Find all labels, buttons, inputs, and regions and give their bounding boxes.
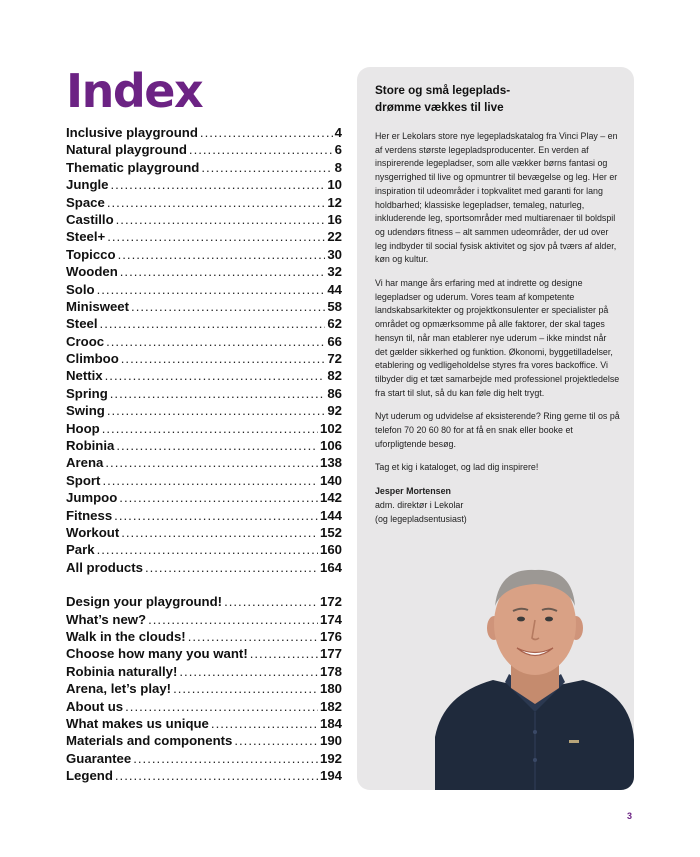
index-entry-page: 62	[327, 316, 342, 332]
index-group-products	[66, 125, 342, 577]
index-entry-label: Jumpoo	[66, 490, 118, 506]
index-entry-label: Park	[66, 542, 95, 558]
index-entry-page: 144	[319, 507, 342, 523]
index-entry	[66, 264, 342, 281]
index-entry-label: Minisweet	[66, 298, 130, 314]
index-entry-page: 140	[319, 472, 342, 488]
index-entry-page: 30	[327, 246, 342, 262]
index-list	[66, 125, 342, 785]
index-entry-label: What’s new?	[66, 611, 147, 627]
index-entry	[66, 525, 342, 542]
index-entry-page: 106	[319, 438, 342, 454]
index-entry	[66, 403, 342, 420]
index-entry-leader	[119, 490, 318, 505]
index-entry-label: Solo	[66, 281, 95, 297]
index-entry	[66, 212, 342, 229]
index-entry-page: 66	[327, 333, 342, 349]
index-entry-leader	[107, 403, 325, 418]
index-entry-label: Inclusive playground	[66, 125, 198, 140]
index-entry	[66, 195, 342, 212]
index-entry-leader	[120, 264, 326, 279]
index-entry-leader	[102, 421, 318, 436]
intro-paragraph: Her er Lekolars store nye legepladskatalog fra Vinci Play – en af verdens største legepladsproducenter. En verden af inspirerende legepladser, som alle vækker børns fantasi og nysgerrighed til live og opmuntrer til bevægelse og leg. Her er inspiration til udeområder i topkvalitet med garanti for lang holdbarhed; klassiske legepladser, temaleg, naturleg, inkluderende leg, sportsområder med multiarenaer til boldspil og udendørs fitness – alt sammen udeområder, der ud over leg indbyder til social fysisk aktivitet og sjov på tværs af alder, køn og kultur.	[375, 131, 618, 265]
index-entry	[66, 125, 342, 142]
intro-text	[375, 82, 620, 526]
index-entry-page: 177	[319, 646, 342, 662]
index-entry-label: About us	[66, 698, 124, 714]
index-entry-label: Jungle	[66, 177, 109, 193]
index-entry-label: Workout	[66, 524, 120, 540]
index-entry-leader	[189, 142, 333, 157]
index-entry-label: Wooden	[66, 264, 118, 280]
index-entry-page: 10	[327, 177, 342, 193]
index-entry-page: 92	[327, 403, 342, 419]
index-entry-leader	[116, 212, 326, 227]
index-entry-label: Natural playground	[66, 142, 187, 158]
index-entry-leader	[145, 560, 318, 575]
index-entry-page: 6	[334, 142, 342, 158]
index-entry	[66, 282, 342, 299]
index-entry	[66, 681, 342, 698]
index-entry	[66, 542, 342, 559]
index-entry	[66, 386, 342, 403]
index-entry	[66, 733, 342, 750]
index-entry	[66, 334, 342, 351]
index-entry-page: 190	[319, 733, 342, 749]
index-entry	[66, 455, 342, 472]
signature-note: (og legepladsentusiast)	[375, 513, 467, 524]
index-entry-page: 178	[319, 663, 342, 679]
index-entry-label: Crooc	[66, 333, 105, 349]
index-entry	[66, 560, 342, 577]
director-portrait	[435, 562, 634, 790]
index-entry	[66, 142, 342, 159]
index-entry-label: Steel	[66, 316, 98, 332]
index-entry-page: 182	[319, 698, 342, 714]
index-entry	[66, 490, 342, 507]
index-entry-leader	[200, 125, 333, 140]
index-entry-label: Legend	[66, 768, 113, 784]
index-entry-leader	[102, 473, 318, 488]
index-entry-label: Nettix	[66, 368, 103, 384]
index-entry-page: 22	[327, 229, 342, 245]
index-entry-page: 138	[319, 455, 342, 471]
index-entry-label: Materials and components	[66, 733, 233, 749]
index-entry	[66, 768, 342, 785]
index-entry	[66, 751, 342, 768]
index-entry-leader	[173, 681, 318, 696]
index-entry	[66, 247, 342, 264]
index-entry-leader	[148, 612, 318, 627]
index-entry-label: Guarantee	[66, 750, 132, 766]
index-entry-page: 32	[327, 264, 342, 280]
index-entry	[66, 664, 342, 681]
index-entry-page: 8	[334, 159, 342, 175]
index-entry-leader	[250, 646, 318, 661]
index-entry-label: Thematic playground	[66, 159, 200, 175]
index-entry-label: Spring	[66, 385, 108, 401]
signature-title: adm. direktør i Lekolar	[375, 499, 464, 510]
index-entry-label: Swing	[66, 403, 105, 419]
page-title: Index	[66, 64, 203, 118]
index-entry-leader	[107, 195, 325, 210]
index-entry	[66, 699, 342, 716]
index-entry	[66, 508, 342, 525]
index-entry-label: Steel+	[66, 229, 106, 245]
index-entry-page: 86	[327, 385, 342, 401]
index-entry-label: Arena, let’s play!	[66, 681, 172, 697]
index-entry-leader	[115, 768, 318, 783]
index-entry-page: 4	[334, 125, 342, 140]
index-entry-leader	[224, 594, 318, 609]
index-entry-label: Hoop	[66, 420, 100, 436]
index-entry-leader	[125, 699, 318, 714]
index-entry	[66, 716, 342, 733]
index-entry-leader	[107, 229, 325, 244]
index-entry-page: 180	[319, 681, 342, 697]
index-entry-leader	[133, 751, 318, 766]
index-entry	[66, 351, 342, 368]
index-entry-label: All products	[66, 559, 143, 575]
index-entry-page: 172	[319, 594, 342, 610]
index-entry-leader	[97, 282, 326, 297]
index-entry-page: 16	[327, 211, 342, 227]
index-entry-leader	[110, 386, 326, 401]
index-entry-label: Climboo	[66, 351, 119, 367]
index-entry-page: 152	[319, 524, 342, 540]
index-entry	[66, 299, 342, 316]
index-entry	[66, 177, 342, 194]
index-entry	[66, 646, 342, 663]
index-entry-leader	[188, 629, 318, 644]
index-entry-page: 44	[327, 281, 342, 297]
index-entry-label: Topicco	[66, 246, 116, 262]
index-entry-leader	[121, 525, 318, 540]
index-entry-page: 82	[327, 368, 342, 384]
intro-paragraph: Vi har mange års erfaring med at indrette og designe legepladser og uderum. Vores team af kompetente landskabsarkitekter og projektkonsulenter er specialister på området og opmærksomme på alle faktorer, der skal tages hensyn til, når man etablerer nye uderum – ikke mindst når det gælder sikkerhed og funktion. Økonomi, byggetilladelser, etablering og vedligeholdelse styres fra vores backoffice. Vi tilbyder dig et tæt samarbejde med professionel projektledelse fra start til slut, så du kan føle dig helt trygt.	[375, 278, 620, 398]
signature-name: Jesper Mortensen	[375, 486, 451, 497]
index-entry-page: 12	[327, 194, 342, 210]
index-entry-label: What makes us unique	[66, 715, 209, 731]
index-entry-leader	[105, 368, 326, 383]
index-entry-label: Space	[66, 194, 105, 210]
index-entry-leader	[116, 438, 318, 453]
index-entry-leader	[201, 160, 332, 175]
intro-paragraph: Tag et kig i kataloget, og lad dig inspirere!	[375, 462, 539, 473]
index-entry-label: Robinia naturally!	[66, 663, 178, 679]
index-entry-page: 142	[319, 490, 342, 506]
index-entry-label: Fitness	[66, 507, 113, 523]
index-entry	[66, 438, 342, 455]
intro-heading-line2: drømme vækkes til live	[375, 101, 504, 114]
intro-heading	[375, 82, 620, 116]
index-entry-label: Design your playground!	[66, 594, 223, 610]
index-entry-leader	[118, 247, 326, 262]
index-entry	[66, 368, 342, 385]
index-entry-leader	[179, 664, 318, 679]
index-entry	[66, 421, 342, 438]
intro-panel	[357, 67, 634, 790]
intro-paragraph: Nyt uderum og udvidelse af eksisterende? Ring gerne til os på telefon 70 20 60 80 for at få en snak eller booke et uforpligtende besøg.	[375, 411, 620, 449]
index-entry	[66, 229, 342, 246]
index-entry-page: 164	[319, 559, 342, 575]
page-number: 3	[627, 811, 633, 821]
index-entry-label: Sport	[66, 472, 101, 488]
index-entry-label: Walk in the clouds!	[66, 628, 186, 644]
index-entry-page: 174	[319, 611, 342, 627]
index-entry-leader	[111, 177, 326, 192]
index-entry-page: 72	[327, 351, 342, 367]
index-entry-leader	[114, 508, 318, 523]
index-entry-page: 102	[319, 420, 342, 436]
index-entry-page: 184	[319, 715, 342, 731]
index-entry	[66, 594, 342, 611]
signature	[375, 485, 620, 526]
index-entry	[66, 612, 342, 629]
index-entry-label: Choose how many you want!	[66, 646, 248, 662]
index-entry	[66, 316, 342, 333]
index-entry-leader	[97, 542, 318, 557]
intro-heading-line1: Store og små legeplads-	[375, 84, 511, 97]
index-entry-label: Arena	[66, 455, 104, 471]
index-entry-leader	[105, 455, 318, 470]
index-entry-page: 160	[319, 542, 342, 558]
index-entry-leader	[100, 316, 326, 331]
index-entry	[66, 160, 342, 177]
index-entry-page: 192	[319, 750, 342, 766]
index-entry-leader	[106, 334, 325, 349]
index-entry-leader	[121, 351, 326, 366]
index-entry	[66, 629, 342, 646]
index-group-themes	[66, 594, 342, 785]
index-entry	[66, 473, 342, 490]
index-entry-page: 58	[327, 298, 342, 314]
index-entry-page: 176	[319, 628, 342, 644]
index-entry-page: 194	[319, 768, 342, 784]
index-entry-leader	[131, 299, 325, 314]
index-entry-leader	[211, 716, 318, 731]
index-entry-label: Castillo	[66, 211, 114, 227]
index-entry-leader	[234, 733, 318, 748]
index-entry-label: Robinia	[66, 438, 115, 454]
